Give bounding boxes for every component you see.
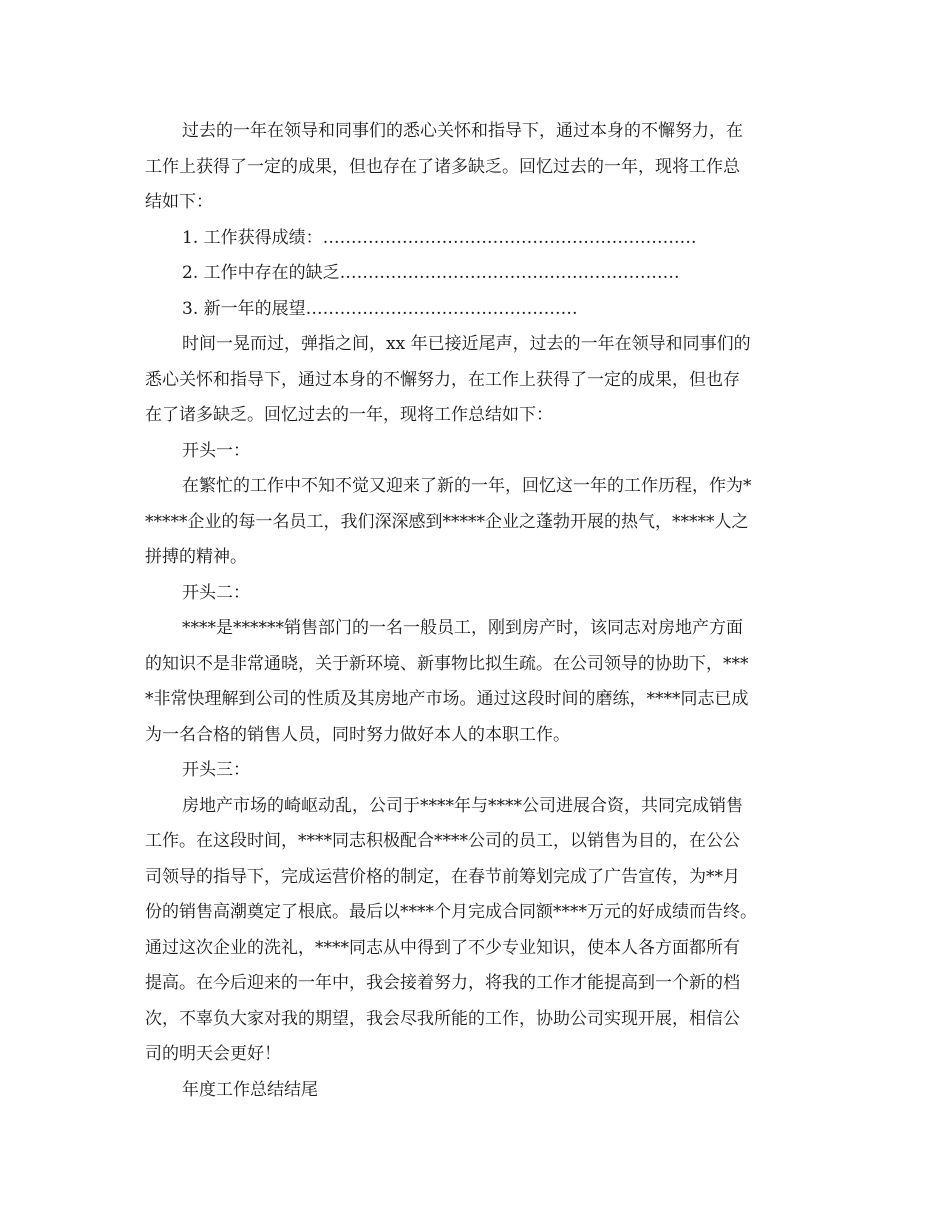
text-line: 工作上获得了一定的成果，但也存在了诸多缺乏。回忆过去的一年，现将工作总 — [145, 156, 740, 177]
heading-opening-3: 开头三： — [182, 760, 250, 780]
paragraph-intro — [145, 114, 810, 221]
list-item-2: 2. 工作中存在的缺乏…………………………………………………… — [182, 263, 680, 283]
paragraph-time — [145, 327, 810, 434]
text-line: 房地产市场的崎岖动乱，公司于****年与****公司进展合资，共同完成销售 — [182, 795, 743, 816]
text-line: 为一名合格的销售人员，同时努力做好本人的本职工作。 — [145, 724, 570, 745]
text-line: 时间一晃而过，弹指之间，xx 年已接近尾声，过去的一年在领导和同事们的 — [182, 334, 751, 354]
list-item-1: 1. 工作获得成绩：………………………………………………………… — [182, 227, 697, 248]
text-line: 在繁忙的工作中不知不觉又迎来了新的一年，回忆这一年的工作历程，作为* — [182, 476, 752, 496]
text-line: 过去的一年在领导和同事们的悉心关怀和指导下，通过本身的不懈努力，在 — [182, 121, 743, 141]
paragraph-opening-3 — [145, 789, 810, 1073]
text-line: 拼搏的精神。 — [145, 547, 247, 567]
paragraph-opening-2 — [145, 611, 810, 753]
text-line: 次，不辜负大家对我的期望，我会尽我所能的工作，协助公司实现开展，相信公 — [145, 1008, 740, 1029]
text-line: 的知识不是非常通晓，关于新环境、新事物比拟生疏。在公司领导的协助下，*** — [145, 653, 749, 674]
text-line: 份的销售高潮奠定了根底。最后以****个月完成合同额****万元的好成绩而告终。 — [145, 902, 757, 922]
heading-opening-1: 开头一： — [182, 440, 250, 461]
text-line: *****企业的每一名员工，我们深深感到*****企业之蓬勃开展的热气，*****人之 — [145, 511, 749, 532]
text-line: 司领导的指导下，完成运营价格的制定，在春节前筹划完成了广告宣传，为**月 — [145, 866, 740, 887]
text-line: 通过这次企业的洗礼，****同志从中得到了不少专业知识，使本人各方面都所有 — [145, 937, 740, 958]
text-line: 悉心关怀和指导下，通过本身的不懈努力，在工作上获得了一定的成果，但也存 — [145, 369, 740, 390]
heading-opening-2: 开头二： — [182, 582, 250, 603]
text-line: 司的明天会更好！ — [145, 1044, 281, 1064]
text-line: 在了诸多缺乏。回忆过去的一年，现将工作总结如下： — [145, 405, 553, 425]
text-line: 工作。在这段时间，****同志积极配合****公司的员工，以销售为目的，在公公 — [145, 831, 740, 851]
text-line: 提高。在今后迎来的一年中，我会接着努力，将我的工作才能提高到一个新的档 — [145, 973, 740, 993]
text-line: 结如下： — [145, 192, 213, 212]
document-body — [145, 114, 810, 1108]
heading-ending: 年度工作总结结尾 — [182, 1079, 318, 1100]
list-item-3: 3. 新一年的展望………………………………………… — [182, 298, 578, 319]
text-line: *非常快理解到公司的性质及其房地产市场。通过这段时间的磨练，****同志已成 — [145, 689, 749, 709]
paragraph-opening-1 — [145, 469, 810, 576]
text-line: ****是******销售部门的一名一般员工，刚到房产时，该同志对房地产方面 — [182, 618, 743, 638]
